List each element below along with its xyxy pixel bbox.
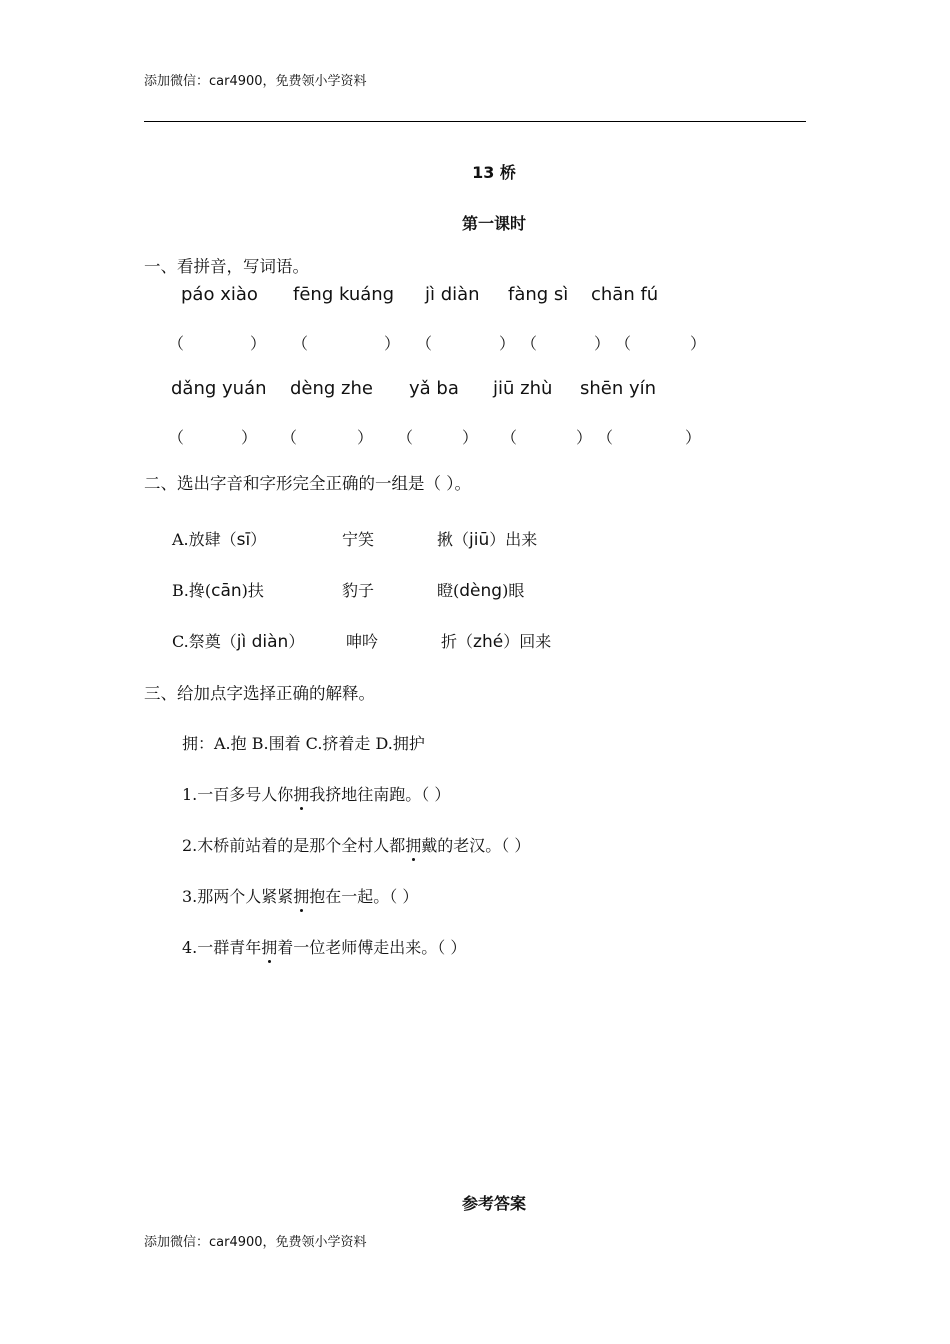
q1-pinyin: dǎng yuán <box>171 378 267 399</box>
q1-heading: 一、看拼音，写词语。 <box>144 257 309 276</box>
q1-pinyin: yǎ ba <box>409 378 459 399</box>
paren-open: （ <box>416 334 433 353</box>
paren-close: ） <box>499 334 516 353</box>
q3-item: 2.木桥前站着的是那个全村人都拥戴的老汉。（ ） <box>182 836 531 855</box>
q1-pinyin: shēn yín <box>580 378 657 399</box>
option-text: 呻吟 <box>346 632 379 651</box>
option-text: C.祭奠（jì diàn） <box>172 632 305 652</box>
paren-close: ） <box>594 334 611 353</box>
dotted-char: 拥 <box>293 887 310 906</box>
paren-open: （ <box>281 428 298 447</box>
paren-close: ） <box>690 334 707 353</box>
paren-open: （ <box>501 428 518 447</box>
q3-meanings: 拥：A.抱 B.围着 C.挤着走 D.拥护 <box>182 734 425 753</box>
answer-key-title: 参考答案 <box>461 1194 526 1213</box>
paren-open: （ <box>168 334 185 353</box>
q3-item: 1.一百多号人你拥我挤地往南跑。（ ） <box>182 785 451 804</box>
option-text: 瞪(dèng)眼 <box>437 581 525 601</box>
paren-open: （ <box>615 334 632 353</box>
option-text: B.搀(cān)扶 <box>172 581 264 601</box>
q3-item: 4.一群青年拥着一位老师傅走出来。（ ） <box>182 938 467 957</box>
option-text: 豹子 <box>342 581 375 600</box>
header-note: 添加微信：car4900，免费领小学资料 <box>144 74 367 89</box>
q3-item: 3.那两个人紧紧拥抱在一起。（ ） <box>182 887 419 906</box>
dotted-char: 拥 <box>293 785 310 804</box>
paren-open: （ <box>292 334 309 353</box>
paren-open: （ <box>168 428 185 447</box>
paren-open: （ <box>521 334 538 353</box>
q3-heading: 三、给加点字选择正确的解释。 <box>144 684 375 703</box>
option-text: 折（zhé）回来 <box>441 632 552 652</box>
paren-open: （ <box>597 428 614 447</box>
paren-close: ） <box>576 428 593 447</box>
header-divider <box>144 121 806 122</box>
lesson-title: 13 桥 <box>472 163 516 182</box>
option-text: 宁笑 <box>342 530 375 549</box>
q1-pinyin: chān fú <box>591 284 659 305</box>
paren-close: ） <box>462 428 479 447</box>
q1-pinyin: fēng kuáng <box>293 284 395 305</box>
paren-open: （ <box>397 428 414 447</box>
q1-pinyin: jiū zhù <box>493 378 553 399</box>
paren-close: ） <box>250 334 267 353</box>
paren-close: ） <box>357 428 374 447</box>
paren-close: ） <box>685 428 702 447</box>
paren-close: ） <box>241 428 258 447</box>
option-text: 揪（jiū）出来 <box>437 530 538 550</box>
option-text: A.放肆（sī） <box>172 530 267 550</box>
lesson-subtitle: 第一课时 <box>461 214 526 233</box>
q1-pinyin: páo xiào <box>181 284 258 305</box>
paren-close: ） <box>384 334 401 353</box>
q1-pinyin: fàng sì <box>508 284 569 305</box>
dotted-char: 拥 <box>405 836 422 855</box>
q1-pinyin: dèng zhe <box>290 378 373 399</box>
dotted-char: 拥 <box>261 938 278 957</box>
q2-heading: 二、选出字音和字形完全正确的一组是（ ）。 <box>144 474 471 493</box>
footer-note: 添加微信：car4900，免费领小学资料 <box>144 1235 367 1250</box>
q1-pinyin: jì diàn <box>425 284 480 305</box>
